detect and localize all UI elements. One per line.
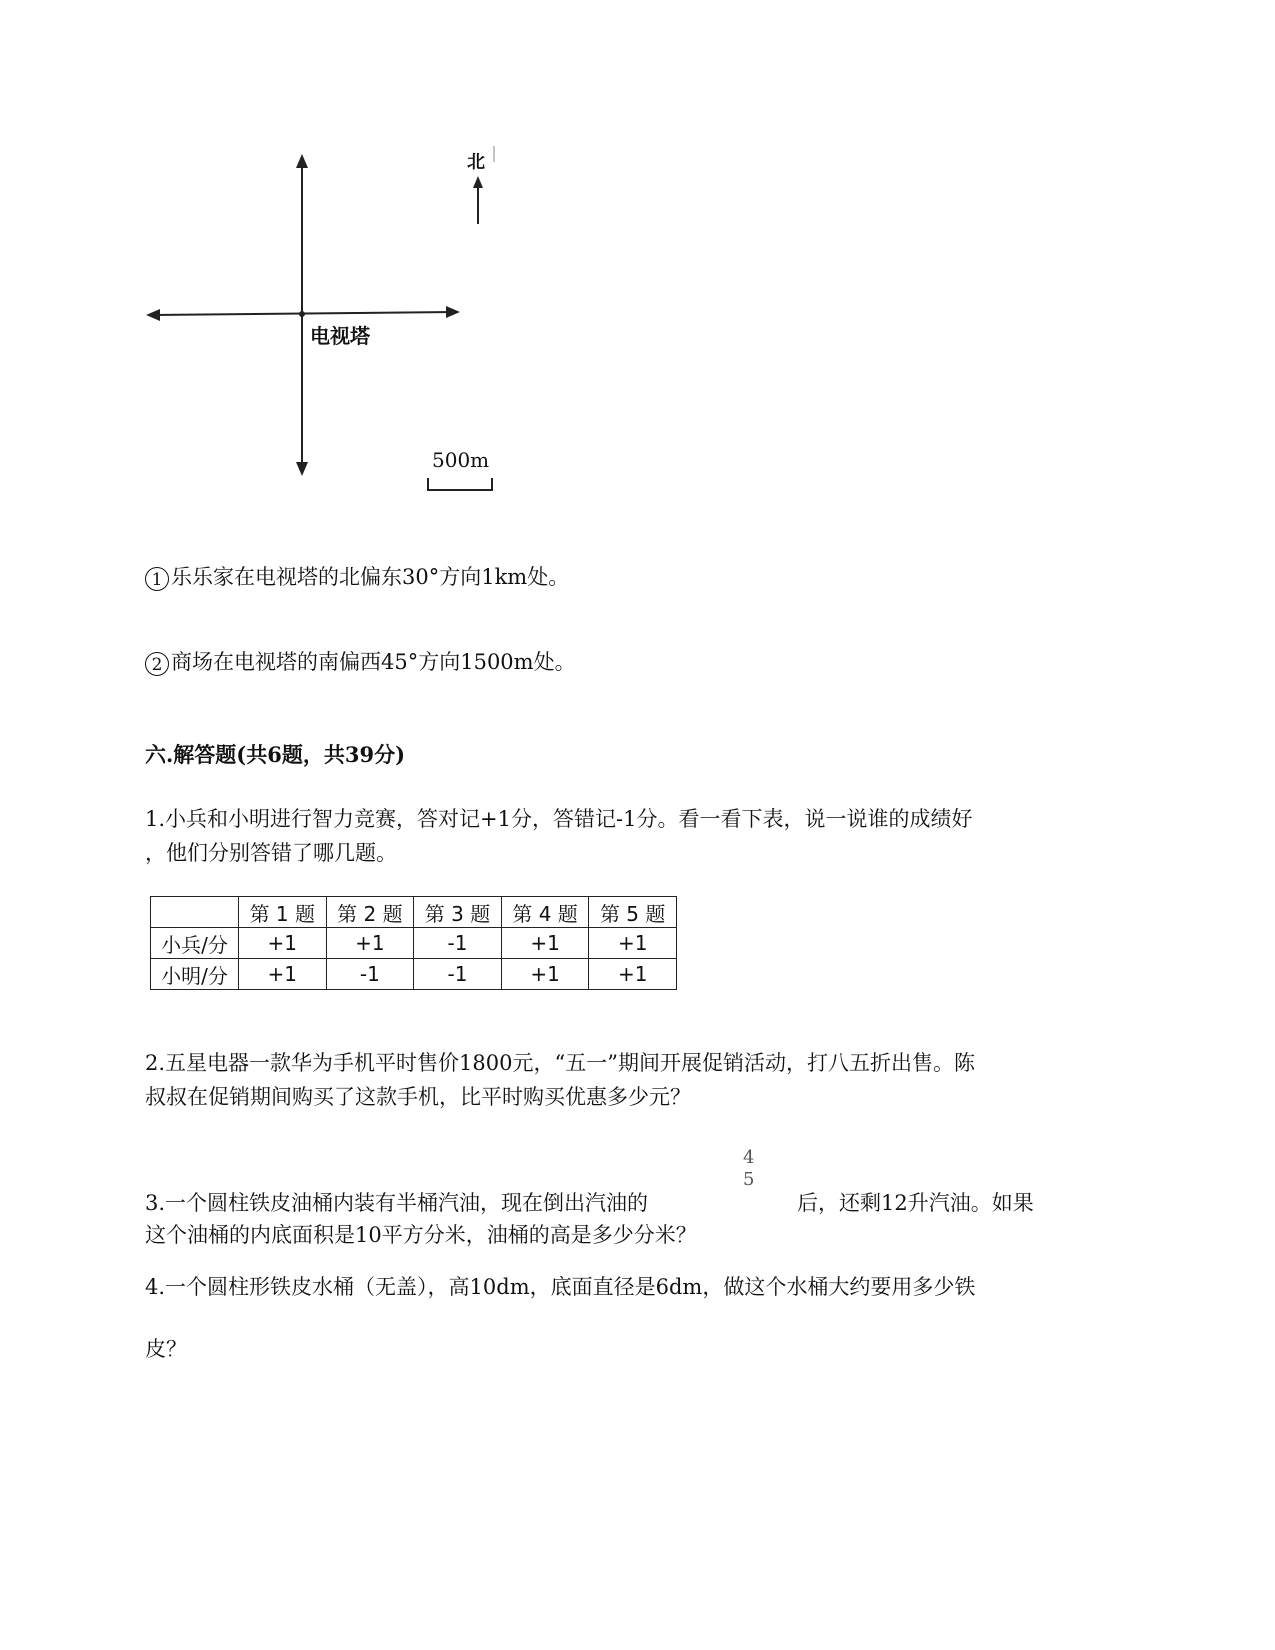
table-header-row [151,897,677,928]
fraction-four-fifths [743,1147,754,1191]
table-cell: +1 [239,959,327,990]
axis-arrow-up [296,154,308,168]
table-cell: +1 [501,928,589,959]
table-header-cell [151,897,239,928]
score-table [150,896,677,990]
table-cell: 小明/分 [151,959,239,990]
tv-tower-label: 电视塔 [310,324,370,348]
question-3-line-2: 这个油桶的内底面积是10平方分米，油桶的高是多少分米？ [145,1223,697,1247]
table-cell: 小兵/分 [151,928,239,959]
table-cell: -1 [414,928,502,959]
table-header-cell: 第 2 题 [326,897,414,928]
section-title: 六.解答题(共6题，共39分) [145,742,406,767]
question-3-line-1b: 后，还剩12升汽油。如果 [797,1191,1034,1215]
tv-tower-point [299,311,305,317]
fraction-numerator: 4 [743,1147,755,1168]
table-cell: +1 [589,959,677,990]
question-2-line-1: 2.五星电器一款华为手机平时售价1800元，“五一”期间开展促销活动，打八五折出售。陈 [145,1051,975,1075]
item-1 [145,560,569,594]
table-cell: +1 [239,928,327,959]
question-4-line-2: 皮？ [145,1337,187,1361]
table-header-cell: 第 4 题 [501,897,589,928]
question-3-line-1a: 3.一个圆柱铁皮油桶内装有半桶汽油，现在倒出汽油的 [145,1191,649,1215]
axis-arrow-right [446,306,460,318]
table-cell: -1 [414,959,502,990]
item-2-marker: 2 [145,652,169,676]
table-header-cell: 第 3 题 [414,897,502,928]
axis-arrow-left [146,309,160,321]
fraction-denominator: 5 [743,1169,755,1190]
table-cell: -1 [326,959,414,990]
table-header-cell: 第 1 题 [239,897,327,928]
north-label: 北 [467,152,485,173]
table-cell: +1 [326,928,414,959]
scale-label: 500m [432,448,490,472]
item-2 [145,645,576,679]
question-1-line-1: 1.小兵和小明进行智力竞赛，答对记+1分，答错记-1分。看一看下表，说一说谁的成绩好 [145,807,973,831]
scale-bar [428,478,492,490]
table-header-cell: 第 5 题 [589,897,677,928]
axis-arrow-down [296,462,308,476]
item-2-text: 商场在电视塔的南偏西45°方向1500m处。 [171,650,576,674]
item-1-text: 乐乐家在电视塔的北偏东30°方向1km处。 [171,565,570,589]
table-row [151,928,677,959]
table-row [151,959,677,990]
item-1-marker: 1 [145,567,169,591]
table-cell: +1 [589,928,677,959]
table-cell: +1 [501,959,589,990]
question-4-line-1: 4.一个圆柱形铁皮水桶（无盖），高10dm，底面直径是6dm，做这个水桶大约要用多少铁 [145,1275,976,1299]
north-arrow-head [473,176,483,188]
question-2-line-2: 叔叔在促销期间购买了这款手机，比平时购买优惠多少元？ [145,1085,691,1109]
question-1-line-2: ，他们分别答错了哪几题。 [145,841,397,865]
